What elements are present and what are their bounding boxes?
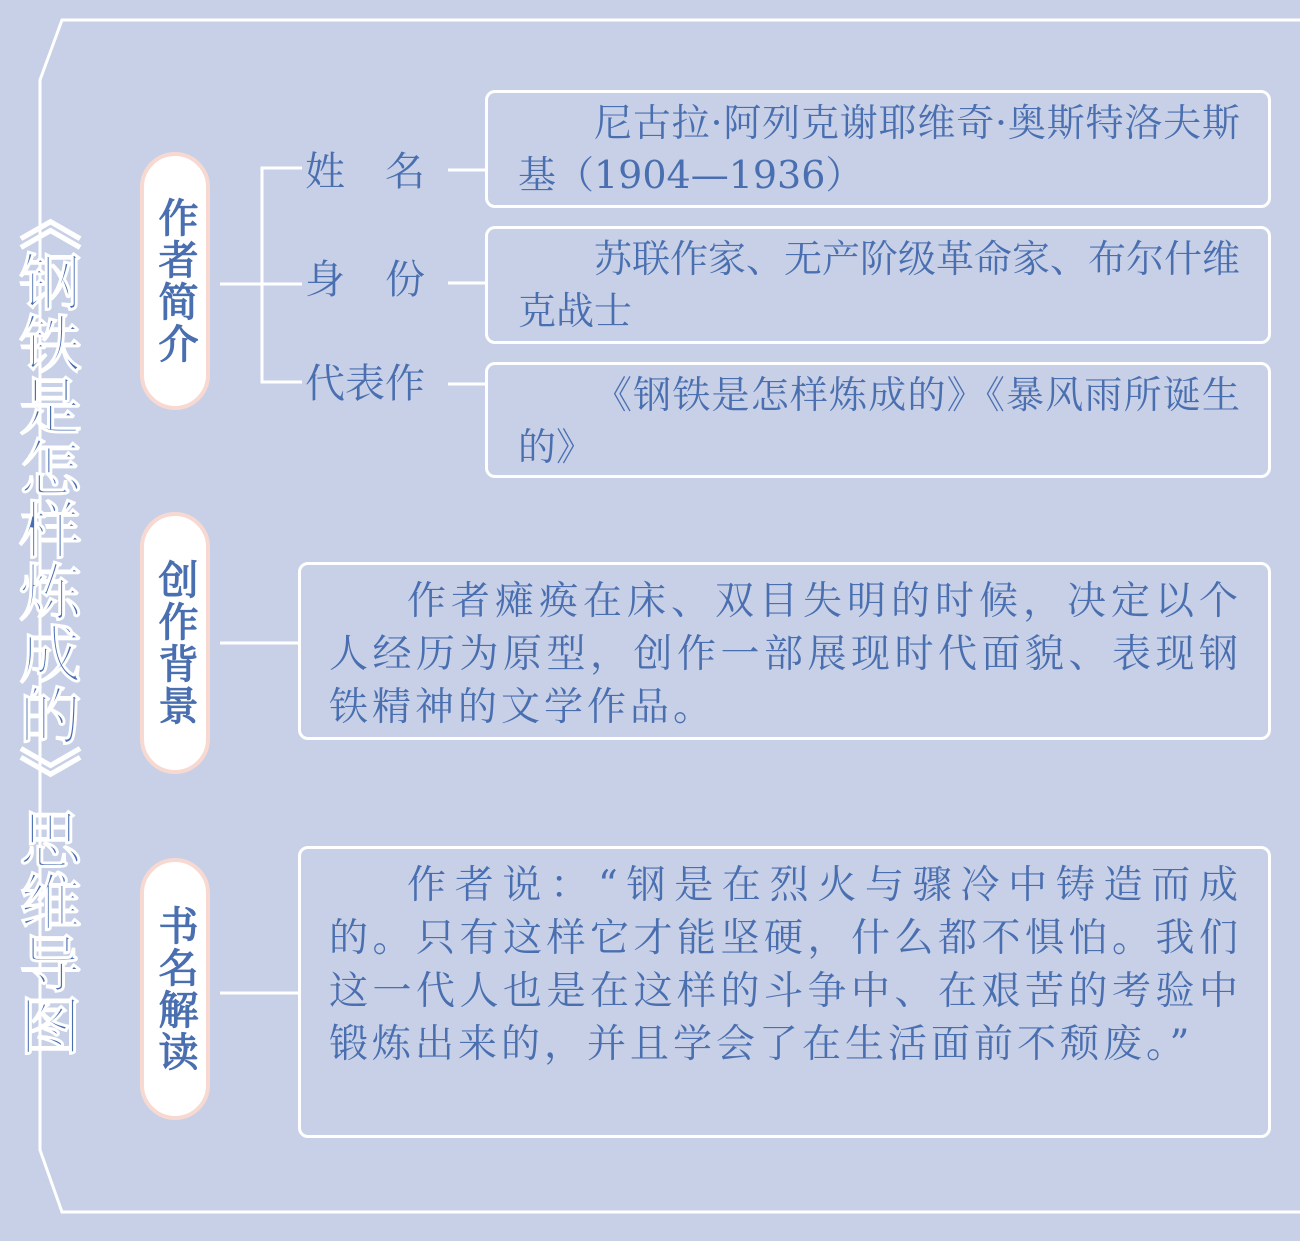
heading-background: 创作背景	[140, 512, 210, 774]
background-box	[298, 562, 1271, 740]
identity-box	[485, 226, 1271, 344]
works-text: 《钢铁是怎样炼成的》《暴风雨所诞生的》	[518, 373, 1240, 469]
identity-text: 苏联作家、无产阶级革命家、布尔什维克战士	[518, 237, 1241, 333]
background-text: 作者瘫痪在床、双目失明的时候，决定以个人经历为原型，创作一部展现时代面貌、表现钢铁精神的文学作品。	[329, 579, 1242, 730]
label-name: 姓 名	[305, 149, 425, 195]
name-text: 尼古拉·阿列克谢耶维奇·奥斯特洛夫斯基（1904—1936）	[518, 101, 1240, 197]
page-title: 《钢铁是怎样炼成的》思维导图	[9, 188, 82, 1056]
works-box	[485, 362, 1271, 478]
name-box	[485, 90, 1271, 208]
heading-title-interpretation: 书名解读	[140, 858, 210, 1120]
heading-author-intro: 作者简介	[140, 152, 210, 410]
interpretation-box	[298, 846, 1271, 1138]
label-identity: 身 份	[305, 257, 425, 303]
interpretation-text: 作者说：“钢是在烈火与骤冷中铸造而成的。只有这样它才能坚硬，什么都不惧怕。我们这一代人也是在这样的斗争中、在艰苦的考验中锻炼出来的，并且学会了在生活面前不颓废。”	[329, 863, 1242, 1067]
label-representative-works: 代表作	[305, 361, 425, 407]
